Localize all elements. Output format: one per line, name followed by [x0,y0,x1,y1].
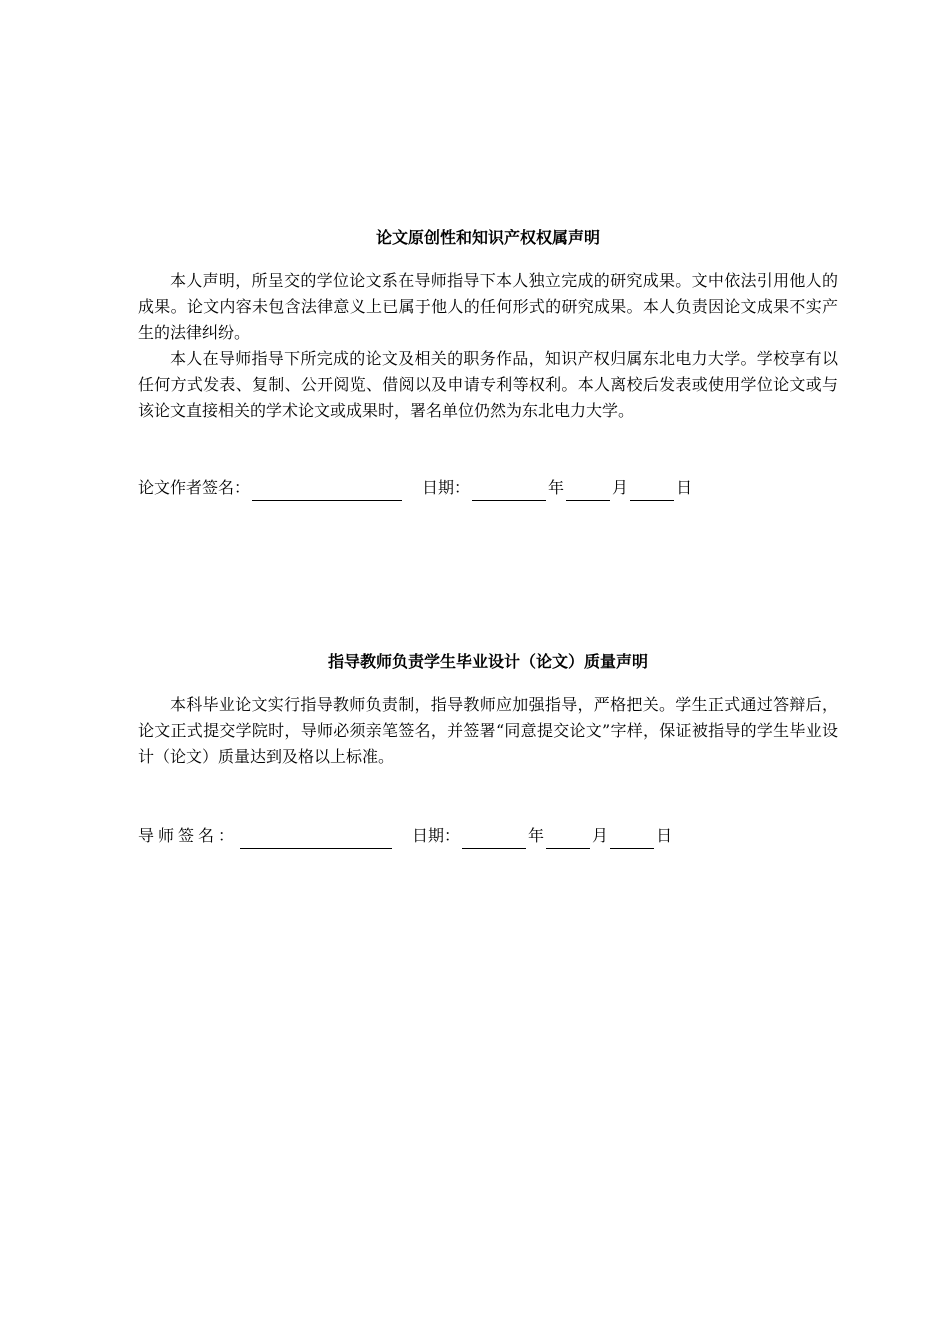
author-year-label: 年 [548,478,565,497]
author-day-field[interactable] [630,481,674,501]
originality-declaration [138,226,838,424]
advisor-signature-row [138,823,672,849]
author-month-field[interactable] [566,481,610,501]
advisor-day-field[interactable] [610,829,654,849]
originality-title: 论文原创性和知识产权权属声明 [375,228,600,247]
advisor-title: 指导教师负责学生毕业设计（论文）质量声明 [327,652,648,671]
advisor-paragraph-1: 本科毕业论文实行指导教师负责制，指导教师应加强指导，严格把关。学生正式通过答辩后，论文正式提交学院时，导师必须亲笔签名，并签署“同意提交论文”字样，保证被指导的学生毕业设计（论文）质量达到及格以上标准。 [138,695,838,766]
author-date-label: 日期： [422,478,471,497]
advisor-year-label: 年 [528,826,545,845]
advisor-declaration [138,650,838,770]
author-day-label: 日 [676,478,693,497]
advisor-date-label: 日期： [412,826,461,845]
advisor-signature-label: 导师签名： [138,826,239,845]
advisor-month-label: 月 [592,826,609,845]
advisor-day-label: 日 [656,826,673,845]
author-signature-field[interactable] [252,481,402,501]
author-signature-row [138,475,692,501]
advisor-signature-field[interactable] [240,829,392,849]
originality-paragraph-2: 本人在导师指导下所完成的论文及相关的职务作品，知识产权归属东北电力大学。学校享有以任何方式发表、复制、公开阅览、借阅以及申请专利等权利。本人离校后发表或使用学位论文或与该论文直接相关的学术论文或成果时，署名单位仍然为东北电力大学。 [138,349,838,420]
advisor-year-field[interactable] [462,829,526,849]
author-month-label: 月 [612,478,629,497]
author-signature-label: 论文作者签名： [138,478,251,497]
advisor-month-field[interactable] [546,829,590,849]
author-year-field[interactable] [472,481,546,501]
originality-paragraph-1: 本人声明，所呈交的学位论文系在导师指导下本人独立完成的研究成果。文中依法引用他人的成果。论文内容未包含法律意义上已属于他人的任何形式的研究成果。本人负责因论文成果不实产生的法律纠纷。 [138,271,838,342]
